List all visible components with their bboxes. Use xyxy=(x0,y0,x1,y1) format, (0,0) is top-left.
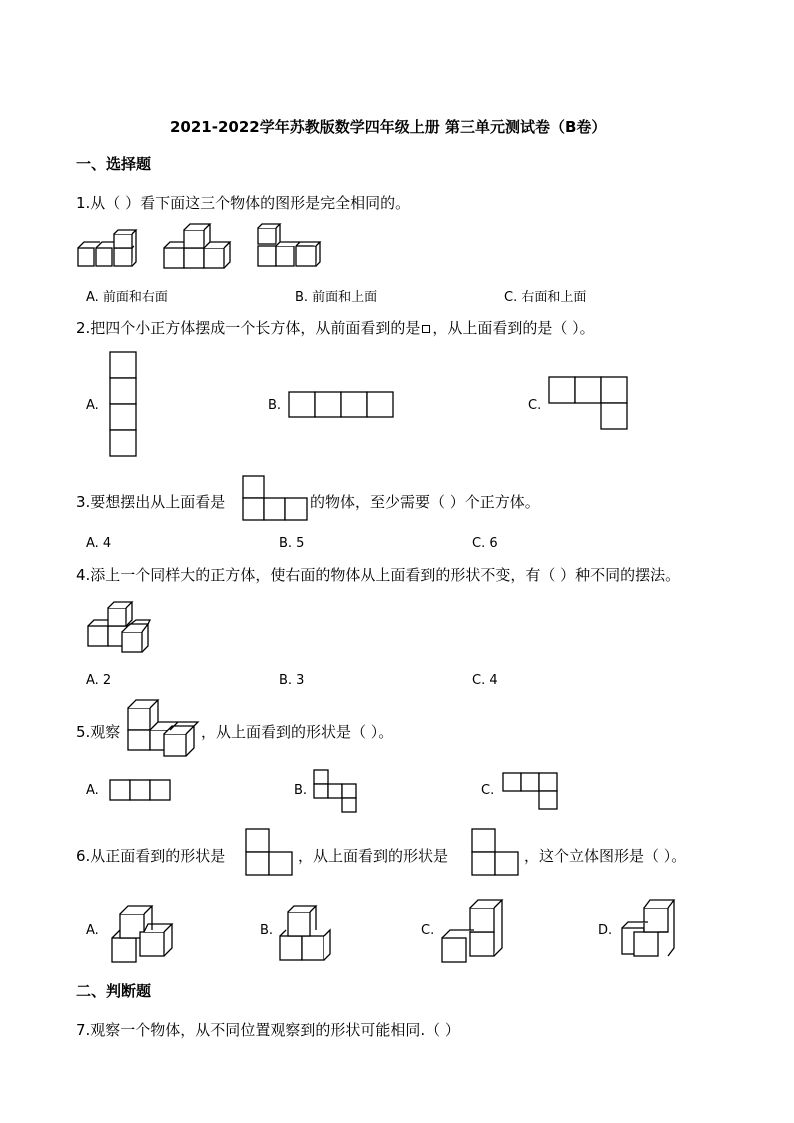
q1-cube-figure-2 xyxy=(160,224,230,270)
q2-option-c-figure xyxy=(549,377,629,431)
question-2-text xyxy=(76,317,595,338)
question-6-part-c: ，这个立体图形是（ ）。 xyxy=(524,847,687,865)
q5-cube-figure xyxy=(126,698,206,760)
q5-option-c[interactable]: C. xyxy=(481,783,495,798)
q3-option-c[interactable]: C. 6 xyxy=(472,536,498,551)
question-6-part-b: ，从上面看到的形状是 xyxy=(298,847,449,865)
q4-option-b[interactable]: B. 3 xyxy=(279,673,305,688)
q2-option-b-figure xyxy=(289,392,395,420)
q2-small-square-icon xyxy=(422,325,430,333)
q5-option-b-figure xyxy=(314,770,360,816)
question-7-text: 7.观察一个物体，从不同位置观察到的形状可能相同.（ ） xyxy=(76,1021,460,1039)
question-5-before: 5.观察 xyxy=(76,723,121,741)
q4-cube-figure xyxy=(86,602,156,654)
q1-option-c[interactable]: C. 右面和上面 xyxy=(504,290,587,305)
question-1-text: 1.从（ ）看下面这三个物体的图形是完全相同的。 xyxy=(76,194,411,212)
q2-option-a[interactable]: A. xyxy=(86,398,99,413)
q6-front-view-figure xyxy=(246,829,296,877)
question-3-before: 3.要想摆出从上面看是 xyxy=(76,493,226,511)
question-5-after: ，从上面看到的形状是（ ）。 xyxy=(201,723,394,741)
q5-option-b[interactable]: B. xyxy=(294,783,308,798)
q6-option-b-figure xyxy=(278,900,338,964)
q2-option-b[interactable]: B. xyxy=(268,398,282,413)
q6-option-d[interactable]: D. xyxy=(598,923,613,938)
q1-option-a[interactable]: A. 前面和右面 xyxy=(86,290,168,305)
q3-top-view-figure xyxy=(243,476,309,522)
q5-option-a[interactable]: A. xyxy=(86,783,99,798)
q1-cube-figure-1 xyxy=(76,228,138,270)
q6-top-view-figure xyxy=(472,829,522,877)
q2-text-after: ，从上面看到的是（ ）。 xyxy=(432,319,595,337)
q3-option-a[interactable]: A. 4 xyxy=(86,536,112,551)
q1-cube-figure-3 xyxy=(256,222,322,268)
q5-option-a-figure xyxy=(110,780,174,804)
q2-option-c[interactable]: C. xyxy=(528,398,542,413)
q3-option-b[interactable]: B. 5 xyxy=(279,536,305,551)
section-heading-choice: 一、选择题 xyxy=(76,155,152,173)
q6-option-c[interactable]: C. xyxy=(421,923,435,938)
question-6-part-a: 6.从正面看到的形状是 xyxy=(76,847,226,865)
q5-option-c-figure xyxy=(503,773,559,813)
q6-option-c-figure xyxy=(440,896,512,966)
q6-option-d-figure xyxy=(620,896,684,962)
q4-option-a[interactable]: A. 2 xyxy=(86,673,112,688)
q6-option-b[interactable]: B. xyxy=(260,923,274,938)
section-heading-judge: 二、判断题 xyxy=(76,982,152,1000)
q1-option-b[interactable]: B. 前面和上面 xyxy=(295,290,378,305)
q2-text-before: 2.把四个小正方体摆成一个长方体，从前面看到的是 xyxy=(76,319,421,337)
page-title: 2021-2022学年苏教版数学四年级上册 第三单元测试卷（B卷） xyxy=(170,118,607,136)
q2-option-a-figure xyxy=(110,352,138,458)
question-3-after: 的物体，至少需要（ ）个正方体。 xyxy=(310,493,540,511)
q6-option-a[interactable]: A. xyxy=(86,923,99,938)
q4-option-c[interactable]: C. 4 xyxy=(472,673,498,688)
q6-option-a-figure xyxy=(110,900,174,964)
question-4-text: 4.添上一个同样大的正方体，使右面的物体从上面看到的形状不变，有（ ）种不同的摆法。 xyxy=(76,566,681,584)
